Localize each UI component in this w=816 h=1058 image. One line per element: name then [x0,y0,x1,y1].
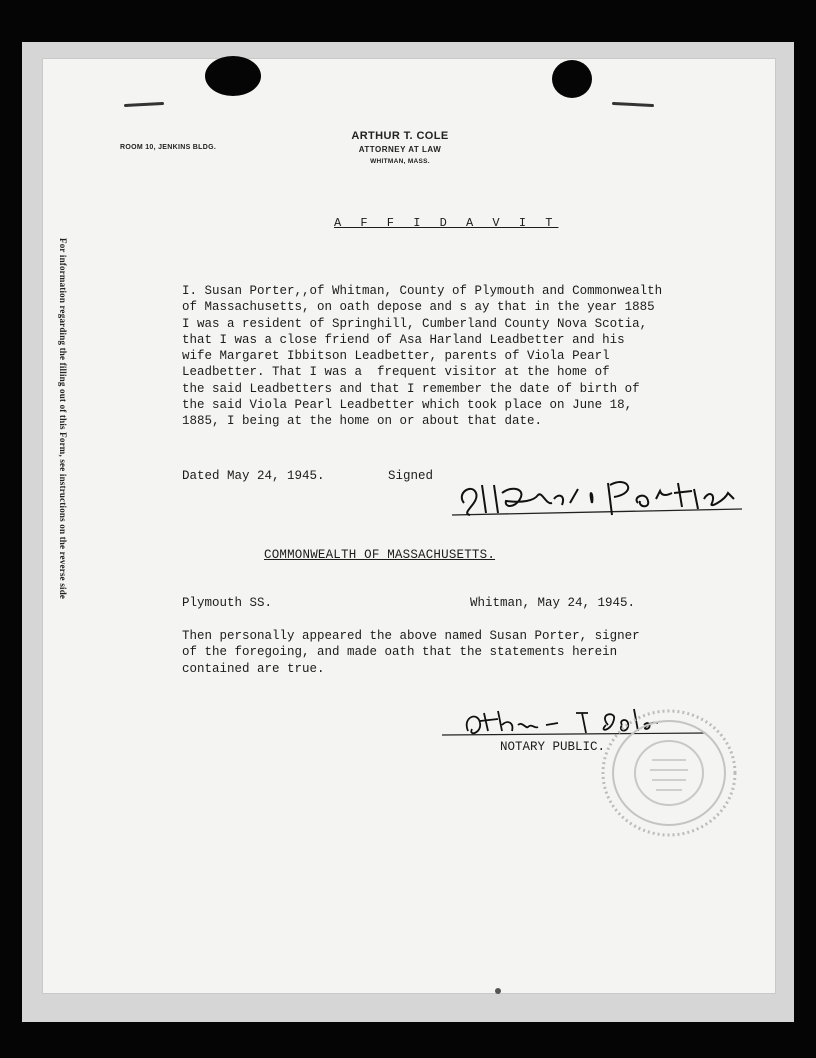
jurat-line: contained are true. [182,661,325,676]
affidavit-body-line: 1885, I being at the home on or about that date. [182,414,543,429]
affidavit-page [42,58,776,994]
signed-label: Signed [388,469,434,483]
affidavit-body-line: the said Leadbetters and that I remember the date of birth of [182,381,640,396]
affidavit-body-line: of Massachusetts, on oath depose and s ay that in the year 1885 [182,300,655,315]
jurat-line: of the foregoing, and made oath that the statements herein [182,645,618,660]
notary-seal-emboss [600,708,738,838]
punch-hole-left [205,56,261,96]
staple-mark-left [124,102,164,107]
punch-hole-right [552,60,592,98]
dated-line: Dated May 24, 1945. [182,469,325,483]
side-instruction-note: For information regarding the filling out of this Form, see instructions on the reverse side [58,238,68,600]
affidavit-body-line: that I was a close friend of Asa Harland Leadbetter and his [182,332,625,347]
page-mark [495,988,501,994]
affidavit-body-line: I. Susan Porter,,of Whitman, County of Plymouth and Commonwealth [182,284,663,298]
affidavit-body-line: the said Viola Pearl Leadbetter which took place on June 18, [182,398,633,413]
letterhead-title: ATTORNEY AT LAW [358,145,442,154]
affidavit-body-line: wife Margaret Ibbitson Leadbetter, parents of Viola Pearl [182,349,610,364]
place-and-date: Whitman, May 24, 1945. [470,596,636,610]
letterhead-city: WHITMAN, MASS. [370,158,430,165]
jurat-text [182,628,742,677]
staple-mark-right [612,102,654,107]
jurat-line: Then personally appeared the above named Susan Porter, signer [182,629,640,643]
letterhead-name: ARTHUR T. COLE [351,130,449,142]
notary-public-label: NOTARY PUBLIC. [500,740,606,754]
affidavit-body-line: I was a resident of Springhill, Cumberland County Nova Scotia, [182,316,648,331]
affidavit-body-line: Leadbetter. That I was a frequent visitor at the home of [182,365,610,380]
letterhead [300,130,500,165]
commonwealth-heading: COMMONWEALTH OF MASSACHUSETTS. [264,548,496,562]
affiant-signature [442,463,752,523]
affidavit-body [182,283,752,430]
document-heading: A F F I D A V I T [334,216,559,230]
venue: Plymouth SS. [182,596,273,610]
letterhead-room: ROOM 10, JENKINS BLDG. [120,144,217,151]
